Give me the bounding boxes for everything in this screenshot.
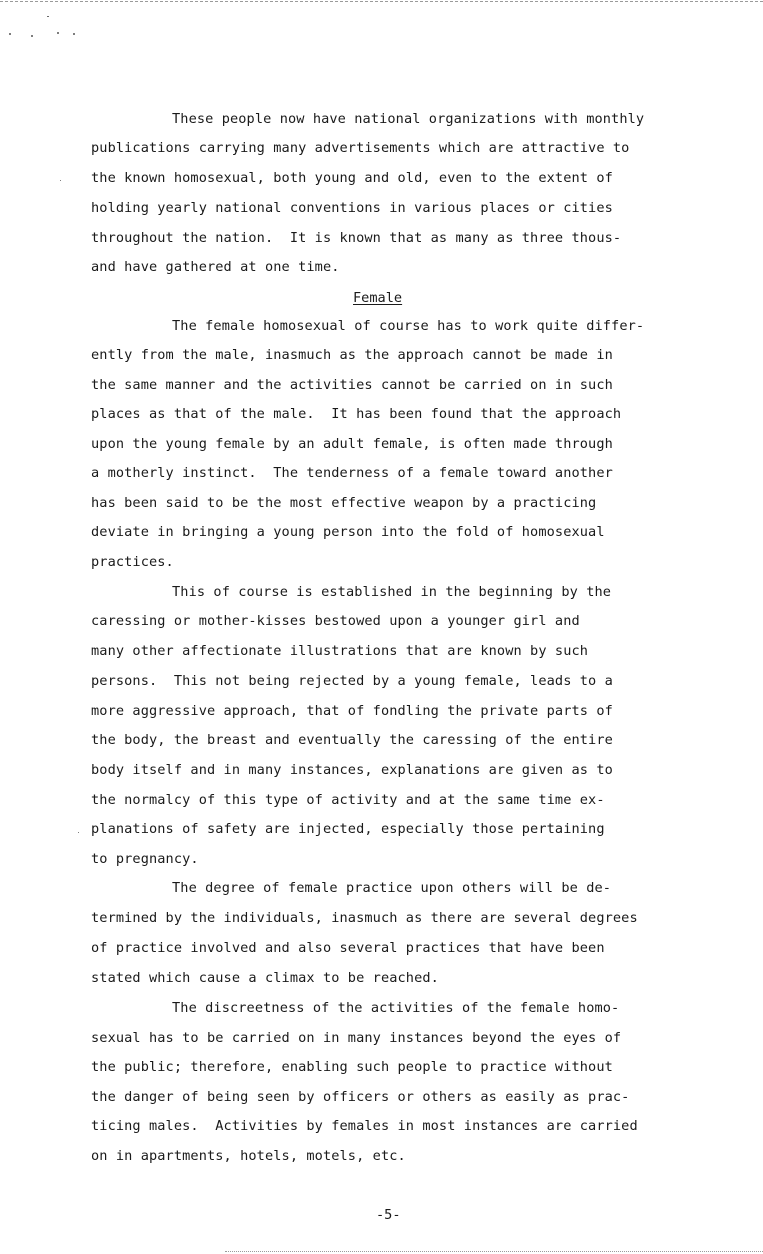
section-heading: Female (353, 290, 403, 306)
text-line: throughout the nation. It is known that as many as three thous- (91, 230, 622, 246)
speck (57, 32, 59, 34)
text-line: sexual has to be carried on in many instances beyond the eyes of (91, 1030, 622, 1046)
text-line: planations of safety are injected, especially those pertaining (91, 821, 605, 837)
text-line: ently from the male, inasmuch as the approach cannot be made in (91, 347, 613, 363)
text-line: of practice involved and also several practices that have been (91, 940, 605, 956)
text-line: the same manner and the activities cannot be carried on in such (91, 377, 613, 393)
text-line: the body, the breast and eventually the caressing of the entire (91, 732, 613, 748)
text-line: ticing males. Activities by females in most instances are carried (91, 1118, 638, 1134)
text-line: termined by the individuals, inasmuch as there are several degrees (91, 910, 638, 926)
text-line: the normalcy of this type of activity and at the same time ex- (91, 792, 605, 808)
text-line: stated which cause a climax to be reached. (91, 970, 439, 986)
text-line: persons. This not being rejected by a young female, leads to a (91, 673, 613, 689)
text-line: publications carrying many advertisements which are attractive to (91, 140, 630, 156)
speck (9, 33, 11, 35)
text-line: The discreetness of the activities of the female homo- (172, 1000, 620, 1016)
text-line: upon the young female by an adult female, is often made through (91, 436, 613, 452)
top-border (0, 1, 763, 2)
text-line: This of course is established in the beginning by the (172, 584, 612, 600)
text-line: to pregnancy. (91, 851, 199, 867)
speck (31, 35, 33, 37)
text-line: body itself and in many instances, explanations are given as to (91, 762, 613, 778)
text-line: and have gathered at one time. (91, 259, 340, 275)
text-line: a motherly instinct. The tenderness of a female toward another (91, 465, 613, 481)
text-line: holding yearly national conventions in various places or cities (91, 200, 613, 216)
speck (73, 33, 75, 35)
bottom-border (225, 1251, 763, 1252)
text-line: The degree of female practice upon others will be de- (172, 880, 612, 896)
speck (78, 832, 79, 833)
text-line: more aggressive approach, that of fondling the private parts of (91, 703, 613, 719)
text-line: practices. (91, 554, 174, 570)
text-line: The female homosexual of course has to work quite differ- (172, 318, 645, 334)
text-line: has been said to be the most effective weapon by a practicing (91, 495, 597, 511)
text-line: the known homosexual, both young and old, even to the extent of (91, 170, 613, 186)
text-line: the public; therefore, enabling such people to practice without (91, 1059, 613, 1075)
speck (47, 16, 49, 17)
text-line: many other affectionate illustrations that are known by such (91, 643, 589, 659)
text-line: places as that of the male. It has been found that the approach (91, 406, 622, 422)
speck (60, 180, 61, 181)
text-line: the danger of being seen by officers or others as easily as prac- (91, 1089, 630, 1105)
text-line: These people now have national organizations with monthly (172, 111, 645, 127)
text-line: caressing or mother-kisses bestowed upon a younger girl and (91, 613, 580, 629)
text-line: deviate in bringing a young person into the fold of homosexual (91, 524, 605, 540)
page-number: -5- (376, 1207, 401, 1223)
text-line: on in apartments, hotels, motels, etc. (91, 1148, 406, 1164)
